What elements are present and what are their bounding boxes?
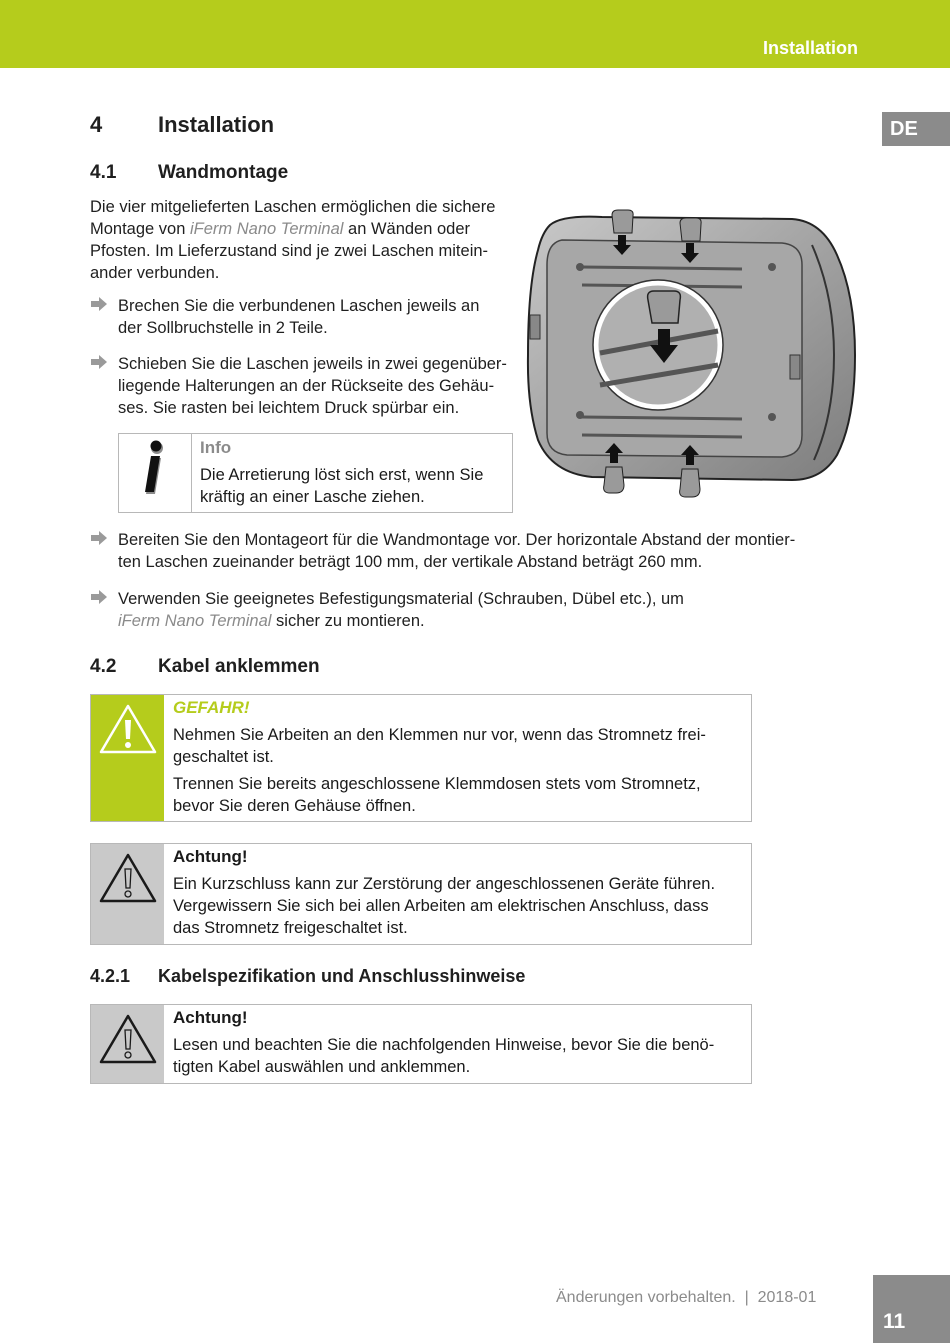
- danger-icon-cell: [91, 695, 164, 821]
- page-number: 11: [883, 1310, 906, 1333]
- step-3-line: ten Laschen zueinander beträgt 100 mm, der vertikale Abstand beträgt 260 mm.: [118, 553, 703, 571]
- intro-line-2: [90, 218, 530, 240]
- step-4-line: [118, 610, 858, 632]
- warning-triangle-icon: [98, 852, 158, 904]
- warning-triangle-icon: [98, 703, 158, 755]
- info-icon-cell: [119, 434, 192, 512]
- section-4-2-1-number: 4.2.1: [90, 966, 131, 986]
- info-line: kräftig an einer Lasche ziehen.: [200, 488, 425, 506]
- section-4-2-title: Kabel anklemmen: [158, 656, 320, 677]
- arrow-right-icon: [91, 297, 107, 311]
- footer-text: Änderungen vorbehalten. | 2018-01: [556, 1289, 817, 1306]
- section-4-1-title: Wandmontage: [158, 162, 289, 183]
- intro-line-3: Pfosten. Im Lieferzustand sind je zwei Laschen mitein-: [90, 242, 489, 260]
- danger-box: [90, 694, 752, 822]
- danger-line: bevor Sie deren Gehäuse öffnen.: [173, 797, 416, 815]
- language-tab: DE: [882, 112, 950, 146]
- step-2-line: liegende Halterungen an der Rückseite des Gehäu-: [118, 377, 495, 395]
- intro-text: an Wänden oder: [343, 220, 471, 238]
- step-1-line: der Sollbruchstelle in 2 Teile.: [118, 319, 328, 337]
- caution-title: Achtung!: [173, 1008, 248, 1027]
- intro-line-4: ander verbunden.: [90, 264, 220, 282]
- danger-paragraph-2: [173, 773, 741, 817]
- step-4-text: sicher zu montieren.: [271, 612, 425, 630]
- wall-mount-illustration: [522, 205, 857, 510]
- caution-line: Lesen und beachten Sie die nachfolgenden Hinweise, bevor Sie die benö-: [173, 1036, 715, 1054]
- info-line: Die Arretierung löst sich erst, wenn Sie: [200, 466, 484, 484]
- caution-icon-cell: [91, 844, 164, 944]
- section-4-1-number: 4.1: [90, 162, 117, 183]
- caution-box-cables: [90, 1004, 752, 1084]
- warning-triangle-icon: [98, 1013, 158, 1065]
- caution-line: Ein Kurzschluss kann zur Zerstörung der angeschlossenen Geräte führen.: [173, 875, 716, 893]
- caution-box: [90, 843, 752, 945]
- danger-line: Trennen Sie bereits angeschlossene Klemmdosen stets vom Stromnetz,: [173, 775, 701, 793]
- section-4-2-1-title: Kabelspezifikation und Anschlusshinweise: [158, 966, 526, 986]
- page-number-tab: [873, 1275, 950, 1343]
- info-body: [200, 464, 483, 508]
- caution-icon-cell: [91, 1005, 164, 1083]
- step-4-line: Verwenden Sie geeignetes Befestigungsmaterial (Schrauben, Dübel etc.), um: [118, 590, 684, 608]
- caution-title: Achtung!: [173, 847, 248, 866]
- arrow-right-icon: [91, 355, 107, 369]
- product-name: iFerm Nano Terminal: [189, 220, 344, 238]
- step-1-line: Brechen Sie die verbundenen Laschen jeweils an: [118, 297, 480, 315]
- caution-line: das Stromnetz freigeschaltet ist.: [173, 919, 408, 937]
- caution-line: tigten Kabel auswählen und anklemmen.: [173, 1058, 471, 1076]
- step-3-line: Bereiten Sie den Montageort für die Wandmontage vor. Der horizontale Abstand der montier-: [118, 531, 796, 549]
- arrow-right-icon: [91, 590, 107, 604]
- danger-title: GEFAHR!: [173, 698, 250, 717]
- intro-text: Montage von: [90, 220, 190, 238]
- header-title: Installation: [762, 38, 858, 58]
- product-name: iFerm Nano Terminal: [118, 612, 272, 630]
- step-2-line: ses. Sie rasten bei leichtem Druck spürbar ein.: [118, 399, 460, 417]
- info-box: [118, 433, 513, 513]
- info-icon: [119, 434, 191, 512]
- info-title: Info: [200, 438, 232, 457]
- header-bar: [0, 0, 950, 68]
- section-4-title: Installation: [158, 112, 275, 137]
- danger-line: geschaltet ist.: [173, 748, 274, 766]
- arrow-right-icon: [91, 531, 107, 545]
- intro-line-1: Die vier mitgelieferten Laschen ermöglichen die sichere: [90, 198, 496, 216]
- caution-line: Vergewissern Sie sich bei allen Arbeiten am elektrischen Anschluss, dass: [173, 897, 709, 915]
- intro-paragraph: [90, 196, 530, 284]
- danger-line: Nehmen Sie Arbeiten an den Klemmen nur vor, wenn das Stromnetz frei-: [173, 726, 706, 744]
- section-4-number: 4: [90, 112, 103, 137]
- danger-paragraph-1: [173, 724, 741, 768]
- step-2-line: Schieben Sie die Laschen jeweils in zwei gegenüber-: [118, 355, 507, 373]
- section-4-2-number: 4.2: [90, 656, 117, 677]
